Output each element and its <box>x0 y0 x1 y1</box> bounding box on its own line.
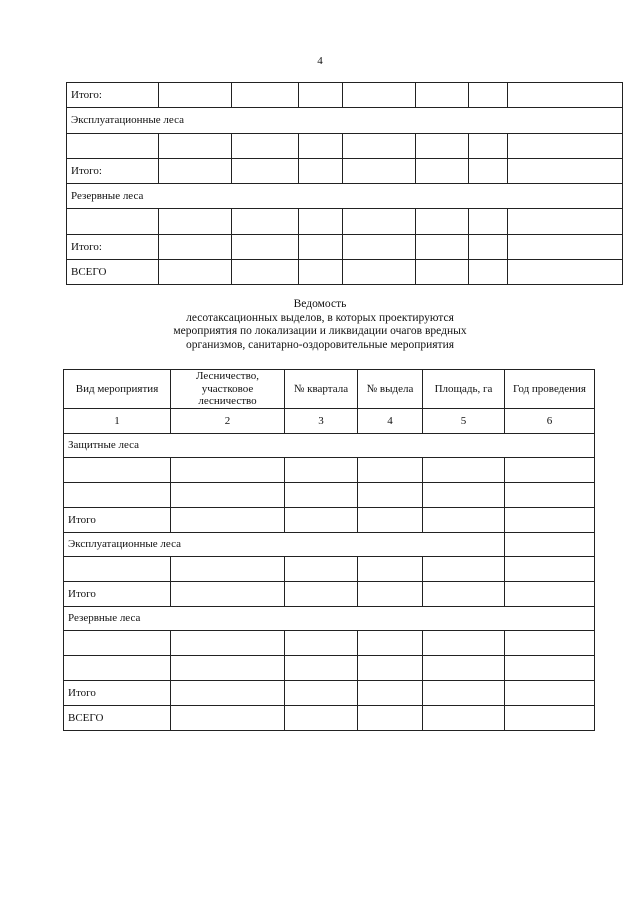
table-row <box>67 83 623 108</box>
table-row <box>64 681 595 706</box>
header-cell: Площадь, га <box>423 370 505 409</box>
title-line: организмов, санитарно-оздоровительные мероприятия <box>185 338 455 351</box>
section-reserve: Резервные леса <box>64 607 595 631</box>
table-row <box>64 631 595 656</box>
measures-table <box>63 369 595 731</box>
itogo-label: Итого <box>64 508 171 533</box>
section-row <box>67 184 623 209</box>
table-row <box>64 706 595 731</box>
section-exploitation: Эксплуатационные леса <box>67 108 623 133</box>
itogo-label: Итого: <box>67 234 159 259</box>
section-row <box>64 434 595 458</box>
document-title <box>0 298 640 352</box>
header-cell: № квартала <box>285 370 358 409</box>
itogo-label: Итого: <box>67 83 159 108</box>
column-number: 2 <box>171 409 285 434</box>
section-protective: Защитные леса <box>64 434 595 458</box>
header-cell: Год проведения <box>505 370 595 409</box>
table-row <box>67 260 623 285</box>
header-cell: Лесничество, участковое лесничество <box>171 370 285 409</box>
continued-table <box>66 82 623 285</box>
title-line: Ведомость <box>293 298 347 310</box>
table-row <box>67 209 623 234</box>
column-number: 5 <box>423 409 505 434</box>
table-row <box>64 508 595 533</box>
table-row <box>64 557 595 582</box>
table-row <box>64 656 595 681</box>
itogo-label: Итого: <box>67 158 159 183</box>
section-row <box>67 108 623 133</box>
header-cell: № выдела <box>358 370 423 409</box>
title-line: мероприятия по локализации и ликвидации очагов вредных <box>173 325 467 337</box>
table-row <box>67 158 623 183</box>
column-number: 6 <box>505 409 595 434</box>
table-row <box>64 582 595 607</box>
table-row <box>64 483 595 508</box>
column-number: 4 <box>358 409 423 434</box>
column-number: 3 <box>285 409 358 434</box>
page-number: 4 <box>317 55 323 67</box>
total-label: ВСЕГО <box>64 706 171 731</box>
itogo-label: Итого <box>64 681 171 706</box>
section-exploitation: Эксплуатационные леса <box>64 533 505 557</box>
section-row <box>64 533 595 557</box>
column-number: 1 <box>64 409 171 434</box>
table-row <box>67 133 623 158</box>
header-row <box>64 370 595 409</box>
header-cell: Вид мероприятия <box>64 370 171 409</box>
table-row <box>64 458 595 483</box>
itogo-label: Итого <box>64 582 171 607</box>
total-label: ВСЕГО <box>67 260 159 285</box>
table-row <box>67 234 623 259</box>
section-row <box>64 607 595 631</box>
title-line: лесотаксационных выделов, в которых проектируются <box>186 311 454 324</box>
section-reserve: Резервные леса <box>67 184 623 209</box>
column-number-row <box>64 409 595 434</box>
